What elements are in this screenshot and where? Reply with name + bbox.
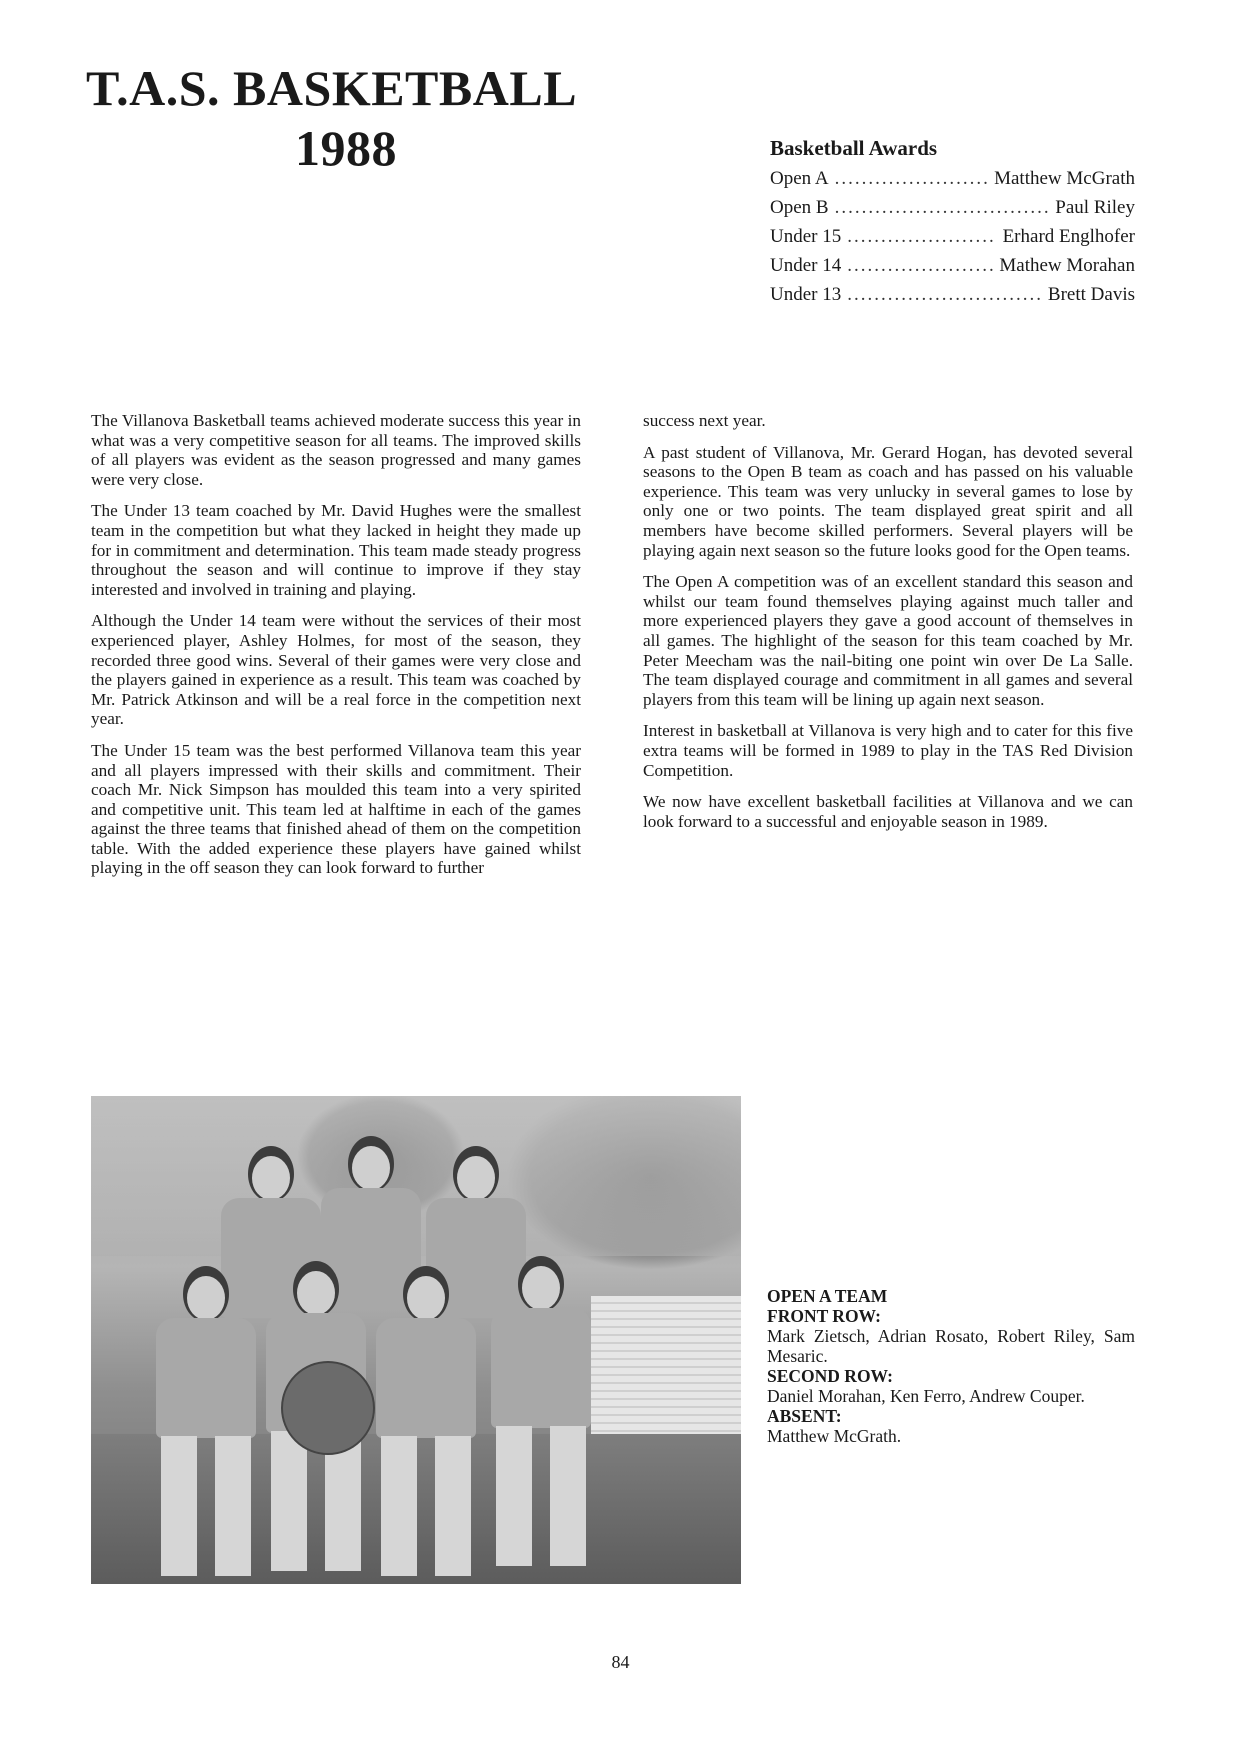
caption-second-row-label: SECOND ROW: [767, 1366, 893, 1386]
award-category: Under 13 [770, 284, 842, 305]
article-column-right [643, 411, 1133, 843]
photo-caption [767, 1286, 1135, 1446]
article-paragraph: A past student of Villanova, Mr. Gerard Hogan, has devoted several seasons to the Open B team as coach and has passed on his valuable experience. This team was very unlucky in several games to lose by only one or two points. The team displayed great spirit and all members have become skilled performers. Several players will be playing again next season so the future looks good for the Open teams. [643, 442, 1133, 560]
photo-building [591, 1296, 741, 1446]
caption-front-row: Mark Zietsch, Adrian Rosato, Robert Riley, Sam Mesaric. [767, 1326, 1135, 1366]
leader-dots [847, 251, 993, 280]
article-paragraph: The Under 15 team was the best performed Villanova team this year and all players impressed with their skills and commitment. Their coach Mr. Nick Simpson has moulded this team into a very spirited and competitive unit. This team led at halftime in each of the games against the three teams that finished ahead of them on the competition table. With the added experience these players have gained whilst playing in the off season they can look forward to further [91, 740, 581, 878]
leader-dots [847, 280, 1042, 309]
article-paragraph: Although the Under 14 team were without the services of their most experienced player, Ashley Holmes, for most of the season, they recorded three good wins. Several of their games were very close and the players gained in experience as a result. This team was coached by Mr. Patrick Atkinson and will be a real force in the competition next year. [91, 611, 581, 729]
award-winner: Erhard Englhofer [1002, 226, 1135, 247]
award-category: Open A [770, 168, 829, 189]
caption-team: OPEN A TEAM [767, 1286, 888, 1306]
awards-heading: Basketball Awards [770, 136, 938, 160]
award-category: Under 15 [770, 226, 842, 247]
article-paragraph: Interest in basketball at Villanova is very high and to cater for this five extra teams will be formed in 1989 to play in the TAS Red Division Competition. [643, 721, 1133, 780]
article-column-left [91, 411, 581, 890]
article-paragraph: success next year. [643, 411, 766, 430]
award-row [770, 251, 1135, 280]
team-photo [91, 1096, 741, 1584]
page-title [86, 58, 606, 178]
leader-dots [835, 193, 1050, 222]
award-winner: Matthew McGrath [994, 168, 1135, 189]
award-row [770, 280, 1135, 309]
leader-dots [835, 164, 989, 193]
award-winner: Paul Riley [1055, 197, 1135, 218]
award-row [770, 222, 1135, 251]
basketball [281, 1361, 375, 1455]
article-paragraph: The Open A competition was of an excellent standard this season and whilst our team found themselves playing against much taller and more experienced players they gave a good account of themselves in all games. The highlight of the season for this team coached by Mr. Peter Meecham was the nail-biting one point win over De La Salle. The team displayed courage and commitment in all games and several players from this team will be lining up again next season. [643, 572, 1133, 709]
award-category: Under 14 [770, 255, 842, 276]
leader-dots [847, 222, 996, 251]
awards-box [770, 134, 1135, 309]
title-text: T.A.S. BASKETBALL [86, 60, 578, 116]
award-winner: Mathew Morahan [999, 255, 1135, 276]
article-paragraph: We now have excellent basketball facilities at Villanova and we can look forward to a successful and enjoyable season in 1989. [643, 792, 1133, 831]
award-category: Open B [770, 197, 829, 218]
title-year: 1988 [295, 120, 397, 176]
caption-front-row-label: FRONT ROW: [767, 1306, 881, 1326]
article-paragraph: The Under 13 team coached by Mr. David Hughes were the smallest team in the competition but what they lacked in height they made up for in commitment and determination. This team made steady progress throughout the season and will continue to improve if they stay interested and involved in training and playing. [91, 501, 581, 599]
award-winner: Brett Davis [1047, 284, 1135, 305]
caption-absent-label: ABSENT: [767, 1406, 842, 1426]
caption-second-row: Daniel Morahan, Ken Ferro, Andrew Couper. [767, 1386, 1085, 1406]
article-paragraph: The Villanova Basketball teams achieved moderate success this year in what was a very competitive season for all teams. The improved skills of all players was evident as the season progressed and many games were very close. [91, 411, 581, 489]
caption-absent: Matthew McGrath. [767, 1426, 902, 1446]
page-number: 84 [611, 1652, 630, 1672]
award-row [770, 193, 1135, 222]
award-row [770, 164, 1135, 193]
